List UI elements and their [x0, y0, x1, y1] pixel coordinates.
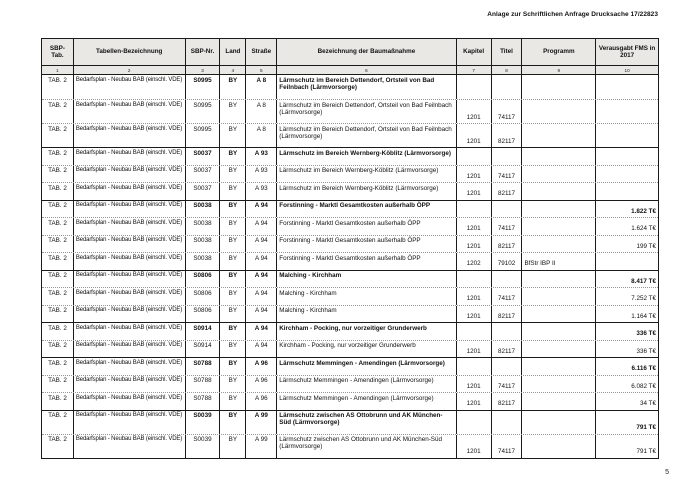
cell-kapitel: 1201: [457, 236, 492, 253]
cell-programm: [522, 358, 596, 375]
cell-sbp-tab: TAB. 2: [42, 271, 74, 288]
cell-verausgabt: 6.082 T€: [631, 382, 656, 390]
cell-strasse: A 96: [246, 358, 277, 375]
table-row: [42, 287, 658, 305]
cell-baumassnahme: Forstinning - Marktl Gesamtkosten außerhalb ÖPP: [277, 236, 456, 253]
column-number: 1: [42, 66, 74, 74]
column-header-sbp-tab: SBP-Tab.: [42, 39, 74, 65]
cell-tabellen-bezeichnung: Bedarfsplan - Neubau BAB (einschl. VDE): [74, 75, 186, 99]
cell-titel: 74117: [492, 376, 523, 393]
cell-kapitel: [457, 323, 492, 340]
cell-kapitel: [457, 358, 492, 375]
cell-programm: [522, 376, 596, 393]
cell-sbp-nr: S0037: [186, 148, 221, 165]
cell-programm: [522, 183, 596, 200]
cell-kapitel: 1201: [457, 306, 492, 323]
cell-sbp-tab: TAB. 2: [42, 166, 74, 183]
cell-strasse: A 94: [246, 306, 277, 323]
cell-programm: [522, 148, 596, 165]
column-header-titel: Titel: [492, 39, 523, 65]
cell-titel: 82117: [492, 236, 523, 253]
cell-titel: [492, 75, 523, 99]
page-number: 5: [665, 469, 669, 476]
table-row: [42, 217, 658, 235]
cell-programm: [522, 236, 596, 253]
cell-kapitel: [457, 411, 492, 434]
column-number: 10: [624, 67, 630, 73]
table-body: [42, 75, 658, 458]
cell-programm: [522, 341, 596, 358]
cell-baumassnahme: Malching - Kirchham: [277, 271, 456, 288]
cell-strasse: A 96: [246, 393, 277, 410]
cell-titel: 74117: [492, 435, 523, 458]
cell-kapitel: 1201: [457, 288, 492, 305]
column-number: 2: [74, 66, 186, 74]
cell-sbp-tab: TAB. 2: [42, 306, 74, 323]
cell-programm: [522, 306, 596, 323]
cell-programm: [522, 271, 596, 288]
cell-verausgabt: 336 T€: [636, 347, 656, 355]
cell-baumassnahme: Lärmschutz im Bereich Wernberg-Köblitz (Lärmvorsorge): [277, 148, 456, 165]
table-row: [42, 147, 658, 165]
cell-tabellen-bezeichnung: Bedarfsplan - Neubau BAB (einschl. VDE): [74, 166, 186, 183]
cell-sbp-nr: S0039: [186, 435, 221, 458]
cell-strasse: A 8: [246, 124, 277, 147]
cell-tabellen-bezeichnung: Bedarfsplan - Neubau BAB (einschl. VDE): [74, 376, 186, 393]
table-row: [42, 410, 658, 434]
cell-tabellen-bezeichnung: Bedarfsplan - Neubau BAB (einschl. VDE): [74, 218, 186, 235]
cell-baumassnahme: Malching - Kirchham: [277, 306, 456, 323]
cell-kapitel: [457, 201, 492, 218]
cell-tabellen-bezeichnung: Bedarfsplan - Neubau BAB (einschl. VDE): [74, 236, 186, 253]
cell-tabellen-bezeichnung: Bedarfsplan - Neubau BAB (einschl. VDE): [74, 411, 186, 434]
cell-kapitel: [457, 75, 492, 99]
cell-sbp-nr: S0039: [186, 411, 221, 434]
cell-sbp-tab: TAB. 2: [42, 323, 74, 340]
cell-sbp-nr: S0995: [186, 124, 221, 147]
table-row: [42, 392, 658, 410]
cell-verausgabt: 6.116 T€: [631, 365, 656, 373]
cell-programm: [522, 75, 596, 99]
cell-strasse: A 94: [246, 288, 277, 305]
cell-sbp-tab: TAB. 2: [42, 124, 74, 147]
cell-verausgabt: 34 T€: [639, 400, 656, 408]
cell-sbp-tab: TAB. 2: [42, 288, 74, 305]
cell-sbp-nr: S0914: [186, 323, 221, 340]
cell-kapitel: 1201: [457, 100, 492, 123]
cell-tabellen-bezeichnung: Bedarfsplan - Neubau BAB (einschl. VDE): [74, 201, 186, 218]
cell-baumassnahme: Lärmschutz im Bereich Wernberg-Köblitz (Lärmvorsorge): [277, 166, 456, 183]
cell-sbp-tab: TAB. 2: [42, 236, 74, 253]
cell-sbp-nr: S0806: [186, 271, 221, 288]
cell-titel: 74117: [492, 218, 523, 235]
cell-tabellen-bezeichnung: Bedarfsplan - Neubau BAB (einschl. VDE): [74, 341, 186, 358]
cell-sbp-nr: S0038: [186, 218, 221, 235]
cell-strasse: A 94: [246, 271, 277, 288]
cell-baumassnahme: Lärmschutz zwischen AS Ottobrunn und AK München-Süd (Lärmvorsorge): [277, 411, 456, 434]
column-header-sbp-nr: SBP-Nr.: [186, 39, 221, 65]
cell-titel: 82117: [492, 124, 523, 147]
cell-land: BY: [220, 376, 246, 393]
column-number: 3: [186, 66, 221, 74]
cell-programm: [522, 323, 596, 340]
column-number: 8: [492, 66, 523, 74]
cell-programm: [522, 288, 596, 305]
cell-tabellen-bezeichnung: Bedarfsplan - Neubau BAB (einschl. VDE): [74, 271, 186, 288]
cell-programm: [522, 218, 596, 235]
cell-land: BY: [220, 100, 246, 123]
cell-tabellen-bezeichnung: Bedarfsplan - Neubau BAB (einschl. VDE): [74, 288, 186, 305]
cell-strasse: A 8: [246, 100, 277, 123]
cell-kapitel: 1201: [457, 376, 492, 393]
cell-baumassnahme: Malching - Kirchham: [277, 288, 456, 305]
cell-kapitel: 1201: [457, 166, 492, 183]
cell-titel: 82117: [492, 183, 523, 200]
cell-titel: 82117: [492, 393, 523, 410]
cell-verausgabt: 199 T€: [636, 242, 656, 250]
cell-titel: 74117: [492, 166, 523, 183]
column-number-row: [42, 66, 658, 75]
cell-programm: [522, 124, 596, 147]
cell-sbp-nr: S0038: [186, 201, 221, 218]
cell-land: BY: [220, 306, 246, 323]
cell-sbp-nr: S0038: [186, 253, 221, 270]
cell-strasse: A 93: [246, 183, 277, 200]
cell-verausgabt: 8.417 T€: [631, 277, 656, 285]
cell-sbp-tab: TAB. 2: [42, 100, 74, 123]
cell-tabellen-bezeichnung: Bedarfsplan - Neubau BAB (einschl. VDE): [74, 323, 186, 340]
cell-tabellen-bezeichnung: Bedarfsplan - Neubau BAB (einschl. VDE): [74, 358, 186, 375]
cell-verausgabt: 336 T€: [636, 330, 656, 338]
cell-tabellen-bezeichnung: Bedarfsplan - Neubau BAB (einschl. VDE): [74, 306, 186, 323]
column-header-programm: Programm: [522, 39, 596, 65]
column-number: 4: [220, 66, 246, 74]
cell-sbp-tab: TAB. 2: [42, 376, 74, 393]
column-number: 9: [522, 66, 596, 74]
cell-programm: [522, 393, 596, 410]
cell-sbp-tab: TAB. 2: [42, 218, 74, 235]
cell-land: BY: [220, 253, 246, 270]
cell-kapitel: [457, 148, 492, 165]
table-row: [42, 99, 658, 123]
cell-land: BY: [220, 358, 246, 375]
cell-titel: [492, 201, 523, 218]
cell-sbp-nr: S0788: [186, 376, 221, 393]
cell-baumassnahme: Lärmschutz Memmingen - Amendingen (Lärmvorsorge): [277, 376, 456, 393]
column-header-baumassnahme: Bezeichnung der Baumaßnahme: [277, 39, 456, 65]
cell-strasse: A 99: [246, 435, 277, 458]
cell-strasse: A 94: [246, 236, 277, 253]
table-header-row: [42, 39, 658, 66]
cell-sbp-nr: S0995: [186, 100, 221, 123]
cell-land: BY: [220, 201, 246, 218]
cell-baumassnahme: Lärmschutz Memmingen - Amendingen (Lärmvorsorge): [277, 358, 456, 375]
cell-land: BY: [220, 411, 246, 434]
cell-land: BY: [220, 271, 246, 288]
cell-sbp-nr: S0038: [186, 236, 221, 253]
cell-sbp-tab: TAB. 2: [42, 393, 74, 410]
table-row: [42, 357, 658, 375]
cell-sbp-tab: TAB. 2: [42, 148, 74, 165]
cell-sbp-tab: TAB. 2: [42, 253, 74, 270]
cell-verausgabt: [596, 148, 658, 165]
column-header-land: Land: [220, 39, 246, 65]
cell-verausgabt: 791 T€: [636, 424, 656, 432]
cell-programm: [522, 435, 596, 458]
cell-titel: [492, 358, 523, 375]
cell-tabellen-bezeichnung: Bedarfsplan - Neubau BAB (einschl. VDE): [74, 124, 186, 147]
header-note: Anlage zur Schriftlichen Anfrage Drucksache 17/22823: [487, 11, 658, 18]
cell-kapitel: 1202: [457, 253, 492, 270]
cell-sbp-nr: S0788: [186, 358, 221, 375]
column-number: 7: [457, 66, 492, 74]
column-header-strasse: Straße: [246, 39, 277, 65]
cell-sbp-tab: TAB. 2: [42, 75, 74, 99]
cell-strasse: A 94: [246, 341, 277, 358]
cell-titel: 74117: [492, 288, 523, 305]
cell-strasse: A 8: [246, 75, 277, 99]
cell-titel: 74117: [492, 100, 523, 123]
cell-baumassnahme: Lärmschutz im Bereich Dettendorf, Ortsteil von Bad Feilnbach (Lärmvorsorge): [277, 100, 456, 123]
cell-strasse: A 99: [246, 411, 277, 434]
table-row: [42, 200, 658, 218]
cell-strasse: A 93: [246, 148, 277, 165]
cell-land: BY: [220, 218, 246, 235]
cell-land: BY: [220, 393, 246, 410]
column-header-tabellen-bezeichnung: Tabellen-Bezeichnung: [74, 39, 186, 65]
cell-sbp-nr: S0788: [186, 393, 221, 410]
cell-sbp-nr: S0806: [186, 306, 221, 323]
cell-verausgabt: [596, 166, 658, 183]
column-number: 6: [277, 66, 456, 74]
table-row: [42, 340, 658, 358]
cell-tabellen-bezeichnung: Bedarfsplan - Neubau BAB (einschl. VDE): [74, 100, 186, 123]
cell-sbp-nr: S0995: [186, 75, 221, 99]
cell-programm: [522, 201, 596, 218]
cell-programm: [522, 166, 596, 183]
table-row: [42, 235, 658, 253]
cell-land: BY: [220, 323, 246, 340]
cell-titel: 82117: [492, 341, 523, 358]
cell-baumassnahme: Lärmschutz Memmingen - Amendingen (Lärmvorsorge): [277, 393, 456, 410]
column-number: 5: [246, 66, 277, 74]
cell-kapitel: 1201: [457, 218, 492, 235]
cell-kapitel: 1201: [457, 124, 492, 147]
cell-verausgabt: 791 T€: [636, 448, 656, 456]
table-row: [42, 165, 658, 183]
cell-land: BY: [220, 288, 246, 305]
cell-land: BY: [220, 124, 246, 147]
cell-baumassnahme: Kirchham - Pocking, nur vorzeitiger Grunderwerb: [277, 341, 456, 358]
cell-land: BY: [220, 166, 246, 183]
cell-tabellen-bezeichnung: Bedarfsplan - Neubau BAB (einschl. VDE): [74, 393, 186, 410]
cell-sbp-nr: S0914: [186, 341, 221, 358]
cell-land: BY: [220, 435, 246, 458]
cell-strasse: A 94: [246, 218, 277, 235]
cell-titel: 79102: [492, 253, 523, 270]
table-row: [42, 305, 658, 323]
cell-sbp-tab: TAB. 2: [42, 411, 74, 434]
cell-programm: [522, 100, 596, 123]
cell-kapitel: 1201: [457, 435, 492, 458]
cell-titel: 82117: [492, 306, 523, 323]
table-row: [42, 375, 658, 393]
cell-land: BY: [220, 75, 246, 99]
cell-verausgabt: 1.164 T€: [631, 312, 656, 320]
table-row: [42, 182, 658, 200]
cell-sbp-tab: TAB. 2: [42, 201, 74, 218]
cell-tabellen-bezeichnung: Bedarfsplan - Neubau BAB (einschl. VDE): [74, 148, 186, 165]
data-table: [41, 38, 659, 459]
cell-verausgabt: [596, 183, 658, 200]
cell-tabellen-bezeichnung: Bedarfsplan - Neubau BAB (einschl. VDE): [74, 435, 186, 458]
cell-tabellen-bezeichnung: Bedarfsplan - Neubau BAB (einschl. VDE): [74, 253, 186, 270]
cell-baumassnahme: Lärmschutz im Bereich Wernberg-Köblitz (Lärmvorsorge): [277, 183, 456, 200]
cell-titel: [492, 411, 523, 434]
cell-titel: [492, 148, 523, 165]
cell-baumassnahme: Forstinning - Marktl Gesamtkosten außerhalb ÖPP: [277, 253, 456, 270]
cell-baumassnahme: Kirchham - Pocking, nur vorzeitiger Grunderwerb: [277, 323, 456, 340]
cell-strasse: A 94: [246, 253, 277, 270]
cell-sbp-tab: TAB. 2: [42, 341, 74, 358]
cell-verausgabt: 1.624 T€: [631, 225, 656, 233]
cell-programm: [522, 411, 596, 434]
cell-strasse: A 94: [246, 201, 277, 218]
cell-land: BY: [220, 236, 246, 253]
cell-strasse: A 94: [246, 323, 277, 340]
cell-baumassnahme: Lärmschutz im Bereich Dettendorf, Ortsteil von Bad Feilnbach (Lärmvorsorge): [277, 124, 456, 147]
cell-sbp-nr: S0037: [186, 166, 221, 183]
cell-sbp-tab: TAB. 2: [42, 358, 74, 375]
cell-verausgabt: [596, 253, 658, 270]
cell-verausgabt: 1.822 T€: [631, 207, 656, 215]
column-header-kapitel: Kapitel: [457, 39, 492, 65]
cell-baumassnahme: Lärmschutz im Bereich Dettendorf, Ortsteil von Bad Feilnbach (Lärmvorsorge): [277, 75, 456, 99]
cell-baumassnahme: Lärmschutz zwischen AS Ottobrunn und AK München-Süd (Lärmvorsorge): [277, 435, 456, 458]
cell-land: BY: [220, 341, 246, 358]
cell-programm: BfStr IBP II: [522, 253, 596, 270]
cell-baumassnahme: Forstinning - Marktl Gesamtkosten außerhalb ÖPP: [277, 201, 456, 218]
cell-verausgabt: [596, 75, 658, 99]
cell-kapitel: [457, 271, 492, 288]
table-row: [42, 434, 658, 458]
cell-sbp-nr: S0037: [186, 183, 221, 200]
cell-kapitel: 1201: [457, 183, 492, 200]
cell-sbp-tab: TAB. 2: [42, 435, 74, 458]
cell-strasse: A 96: [246, 376, 277, 393]
table-row: [42, 75, 658, 99]
table-row: [42, 252, 658, 270]
cell-baumassnahme: Forstinning - Marktl Gesamtkosten außerhalb ÖPP: [277, 218, 456, 235]
cell-verausgabt: [596, 100, 658, 123]
table-row: [42, 123, 658, 147]
cell-kapitel: 1201: [457, 341, 492, 358]
cell-kapitel: 1201: [457, 393, 492, 410]
cell-sbp-tab: TAB. 2: [42, 183, 74, 200]
cell-titel: [492, 323, 523, 340]
cell-strasse: A 93: [246, 166, 277, 183]
table-row: [42, 270, 658, 288]
cell-land: BY: [220, 183, 246, 200]
cell-verausgabt: 7.252 T€: [631, 295, 656, 303]
table-row: [42, 322, 658, 340]
cell-sbp-nr: S0806: [186, 288, 221, 305]
cell-tabellen-bezeichnung: Bedarfsplan - Neubau BAB (einschl. VDE): [74, 183, 186, 200]
column-header-verausgabt: Verausgabt FMS in 2017: [598, 44, 656, 59]
cell-land: BY: [220, 148, 246, 165]
cell-titel: [492, 271, 523, 288]
cell-verausgabt: [596, 124, 658, 147]
